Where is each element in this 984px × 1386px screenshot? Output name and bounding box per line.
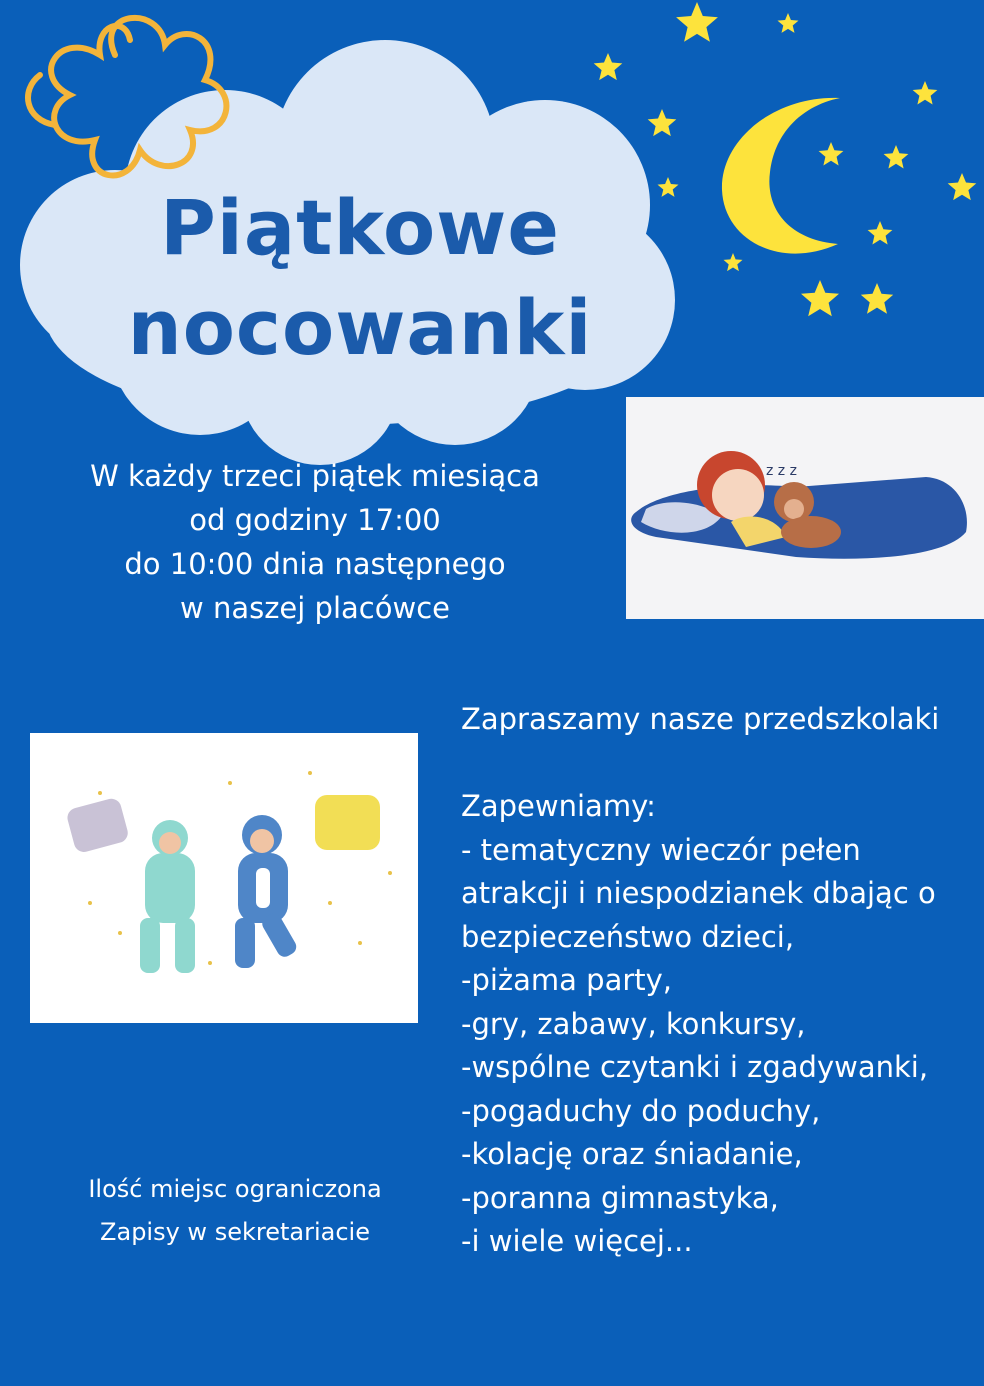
list-item: -wspólne czytanki i zgadywanki,	[461, 1050, 929, 1084]
star-icon	[913, 81, 938, 105]
title-line-1: Piątkowe	[160, 183, 560, 272]
crescent-moon-icon	[722, 98, 840, 254]
list-item: atrakcji i niespodzianek dbając o	[461, 876, 936, 910]
schedule-line: do 10:00 dnia następnego	[124, 547, 506, 581]
list-item: -gry, zabawy, konkursy,	[461, 1006, 806, 1041]
star-icon	[948, 173, 977, 200]
note-line-2: Zapisy w sekretariacie	[100, 1218, 370, 1246]
schedule-text	[40, 454, 590, 630]
star-icon	[658, 177, 679, 197]
star-icon	[819, 142, 844, 166]
star-icon	[884, 145, 909, 169]
schedule-line: W każdy trzeci piątek miesiąca	[90, 459, 540, 493]
registration-note	[40, 1168, 430, 1254]
schedule-line: od godziny 17:00	[189, 503, 441, 537]
star-icon	[861, 283, 893, 314]
title-line-2: nocowanki	[127, 283, 593, 372]
star-icon	[724, 253, 743, 271]
star-icon	[676, 2, 718, 42]
star-icon	[868, 221, 893, 245]
list-item: -piżama party,	[461, 963, 673, 997]
pajama-party-image	[30, 733, 418, 1023]
list-item: -kolację oraz śniadanie,	[461, 1137, 803, 1171]
sleeping-child-image	[626, 397, 984, 619]
list-item: - tematyczny wieczór pełen	[461, 832, 861, 867]
list-item: bezpieczeństwo dzieci,	[461, 919, 795, 954]
schedule-line: w naszej placówce	[180, 591, 450, 625]
invite-subheading: Zapewniamy:	[461, 789, 656, 823]
list-item: -i wiele więcej...	[461, 1224, 693, 1258]
invite-heading: Zapraszamy nasze przedszkolaki	[461, 702, 940, 736]
star-icon	[801, 280, 839, 316]
list-item: -poranna gimnastyka,	[461, 1180, 779, 1215]
star-icon	[648, 109, 677, 136]
spacer	[461, 742, 971, 786]
svg-text:z z z: z z z	[766, 463, 797, 479]
invitation-text	[461, 698, 971, 1264]
star-icon	[594, 53, 623, 80]
list-item: -pogaduchy do poduchy,	[461, 1093, 821, 1128]
star-icon	[778, 13, 799, 33]
note-line-1: Ilość miejsc ograniczona	[88, 1175, 382, 1203]
poster-title	[100, 178, 620, 378]
